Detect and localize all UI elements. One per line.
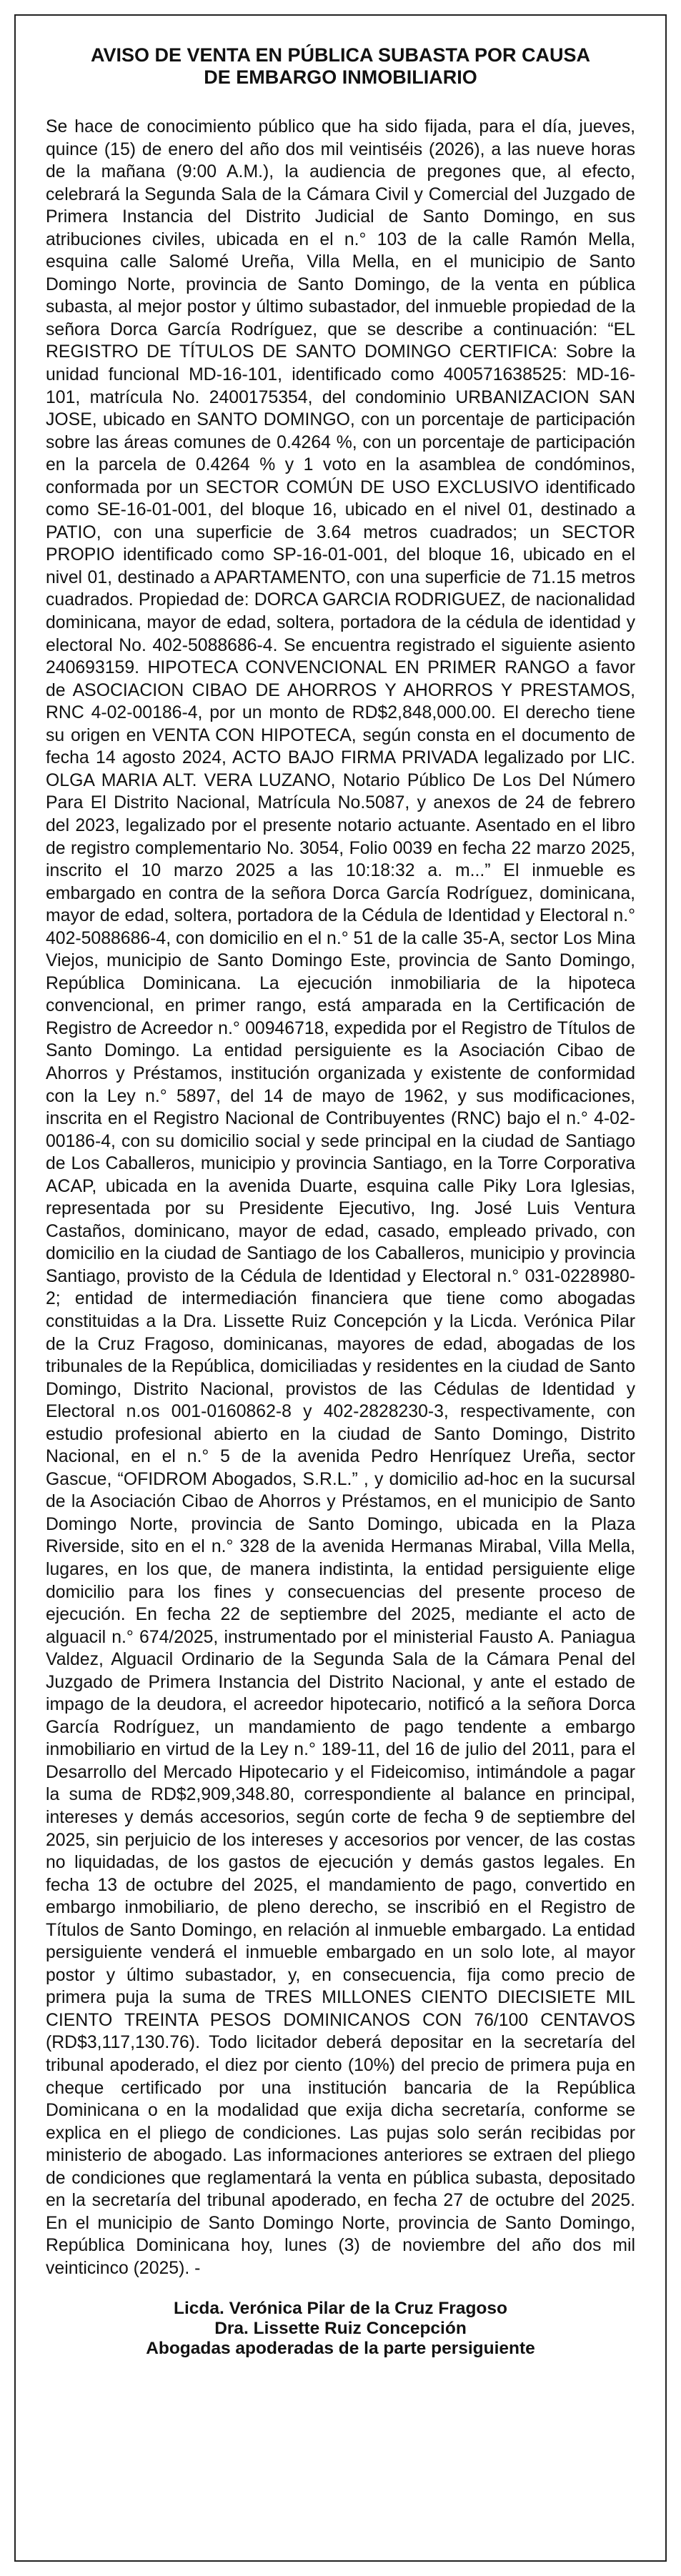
legal-notice	[14, 14, 667, 2562]
notice-title	[46, 44, 635, 89]
signature-line-3: Abogadas apoderadas de la parte persiguiente	[146, 2338, 535, 2358]
notice-title-line-2: DE EMBARGO INMOBILIARIO	[204, 66, 477, 88]
signature-line-1: Licda. Verónica Pilar de la Cruz Fragoso	[173, 2298, 507, 2318]
notice-body: Se hace de conocimiento público que ha sido fijada, para el día, jueves, quince (15) de enero del año dos mil veintiséis (2026), a las nueve horas de la mañana (9:00 A.M.), la audiencia de pregones que, al efecto, celebrará la Segunda Sala de la Cámara Civil y Comercial del Juzgado de Primera Instancia del Distrito Judicial de Santo Domingo, en sus atribuciones civiles, ubicada en el n.° 103 de la calle Ramón Mella, esquina calle Salomé Ureña, Villa Mella, en el municipio de Santo Domingo Norte, provincia de Santo Domingo, de la venta en pública subasta, al mejor postor y último subastador, del inmueble propiedad de la señora Dorca García Rodríguez, que se describe a continuación: “EL REGISTRO DE TÍTULOS DE SANTO DOMINGO CERTIFICA: Sobre la unidad funcional MD-16-101, identificado como 400571638525: MD-16-101, matrícula No. 2400175354, del condominio URBANIZACION SAN JOSE, ubicado en SANTO DOMINGO, con un porcentaje de participación sobre las áreas comunes de 0.4264 %, con un porcentaje de participación en la parcela de 0.4264 % y 1 voto en la asamblea de condóminos, conformada por un SECTOR COMÚN DE USO EXCLUSIVO identificado como SE-16-01-001, del bloque 16, ubicado en el nivel 01, destinado a PATIO, con una superficie de 3.64 metros cuadrados; un SECTOR PROPIO identificado como SP-16-01-001, del bloque 16, ubicado en el nivel 01, destinado a APARTAMENTO, con una superficie de 71.15 metros cuadrados. Propiedad de: DORCA GARCIA RODRIGUEZ, de nacionalidad dominicana, mayor de edad, soltera, portadora de la cédula de identidad y electoral No. 402-5088686-4. Se encuentra registrado el siguiente asiento 240693159. HIPOTECA CONVENCIONAL EN PRIMER RANGO a favor de ASOCIACION CIBAO DE AHORROS Y AHORROS Y PRESTAMOS, RNC 4-02-00186-4, por un monto de RD$2,848,000.00. El derecho tiene su origen en VENTA CON HIPOTECA, según consta en el documento de fecha 14 agosto 2024, ACTO BAJO FIRMA PRIVADA legalizado por LIC. OLGA MARIA ALT. VERA LUZANO, Notario Público De Los Del Número Para El Distrito Nacional, Matrícula No.5087, y anexos de 24 de febrero del 2023, legalizado por el presente notario actuante. Asentado en el libro de registro complementario No. 3054, Folio 0039 en fecha 22 marzo 2025, inscrito el 10 marzo 2025 a las 10:18:32 a. m...” El inmueble es embargado en contra de la señora Dorca García Rodríguez, dominicana, mayor de edad, soltera, portadora de la Cédula de Identidad y Electoral n.° 402-5088686-4, con domicilio en el n.° 51 de la calle 35-A, sector Los Mina Viejos, municipio de Santo Domingo Este, provincia de Santo Domingo, República Dominicana. La ejecución inmobiliaria de la hipoteca convencional, en primer rango, está amparada en la Certificación de Registro de Acreedor n.° 00946718, expedida por el Registro de Títulos de Santo Domingo. La entidad persiguiente es la Asociación Cibao de Ahorros y Préstamos, institución organizada y existente de conformidad con la Ley n.° 5897, del 14 de mayo de 1962, y sus modificaciones, inscrita en el Registro Nacional de Contribuyentes (RNC) bajo el n.° 4-02-00186-4, con su domicilio social y sede principal en la ciudad de Santiago de Los Caballeros, municipio y provincia Santiago, en la Torre Corporativa ACAP, ubicada en la avenida Duarte, esquina calle Piky Lora Iglesias, representada por su Presidente Ejecutivo, Ing. José Luis Ventura Castaños, dominicano, mayor de edad, casado, empleado privado, con domicilio en la ciudad de Santiago de los Caballeros, municipio y provincia Santiago, provisto de la Cédula de Identidad y Electoral n.° 031-0228980-2; entidad de intermediación financiera que tiene como abogadas constituidas a la Dra. Lissette Ruiz Concepción y la Licda. Verónica Pilar de la Cruz Fragoso, dominicanas, mayores de edad, abogadas de los tribunales de la República, domiciliadas y residentes en la ciudad de Santo Domingo, Distrito Nacional, provistos de las Cédulas de Identidad y Electoral n.os 001-0160862-8 y 402-2828230-3, respectivamente, con estudio profesional abierto en la ciudad de Santo Domingo, Distrito Nacional, en el n.° 5 de la avenida Pedro Henríquez Ureña, sector Gascue, “OFIDROM Abogados, S.R.L.” , y domicilio ad-hoc en la sucursal de la Asociación Cibao de Ahorros y Préstamos, en el municipio de Santo Domingo Norte, provincia de Santo Domingo, ubicada en la Plaza Riverside, sito en el n.° 328 de la avenida Hermanas Mirabal, Villa Mella, lugares, en los que, de manera indistinta, la entidad persiguiente elige domicilio para los fines y consecuencias del presente proceso de ejecución. En fecha 22 de septiembre del 2025, mediante el acto de alguacil n.° 674/2025, instrumentado por el ministerial Fausto A. Paniagua Valdez, Alguacil Ordinario de la Segunda Sala de la Cámara Penal del Juzgado de Primera Instancia del Distrito Nacional, y ante el estado de impago de la deudora, el acreedor hipotecario, notificó a la señora Dorca García Rodríguez, un mandamiento de pago tendente a embargo inmobiliario en virtud de la Ley n.° 189-11, del 16 de julio del 2011, para el Desarrollo del Mercado Hipotecario y el Fideicomiso, intimándole a pagar la suma de RD$2,909,348.80, correspondiente al balance en principal, intereses y demás accesorios, según corte de fecha 9 de septiembre del 2025, sin perjuicio de los intereses y accesorios por vencer, de las costas no liquidadas, de los gastos de ejecución y demás gastos legales. En fecha 13 de octubre del 2025, el mandamiento de pago, convertido en embargo inmobiliario, de pleno derecho, se inscribió en el Registro de Títulos de Santo Domingo, en relación al inmueble embargado. La entidad persiguiente venderá el inmueble embargado en un solo lote, al mayor postor y último subastador, y, en consecuencia, fija como precio de primera puja la suma de TRES MILLONES CIENTO DIECISIETE MIL CIENTO TREINTA PESOS DOMINICANOS CON 76/100 CENTAVOS (RD$3,117,130.76). Todo licitador deberá depositar en la secretaría del tribunal apoderado, el diez por ciento (10%) del precio de primera puja en cheque certificado por una institución bancaria de la República Dominicana o en la modalidad que exija dicha secretaría, conforme se explica en el pliego de condiciones. Las pujas solo serán recibidas por ministerio de abogado. Las informaciones anteriores se extraen del pliego de condiciones que reglamentará la venta en pública subasta, depositado en la secretaría del tribunal apoderado, en fecha 27 de octubre del 2025. En el municipio de Santo Domingo Norte, provincia de Santo Domingo, República Dominicana hoy, lunes (3) de noviembre del año dos mil veinticinco (2025). -	[46, 117, 635, 2278]
notice-title-line-1: AVISO DE VENTA EN PÚBLICA SUBASTA POR CAUSA	[90, 44, 591, 66]
signature-block	[46, 2299, 635, 2359]
signature-line-2: Dra. Lissette Ruiz Concepción	[214, 2318, 467, 2338]
